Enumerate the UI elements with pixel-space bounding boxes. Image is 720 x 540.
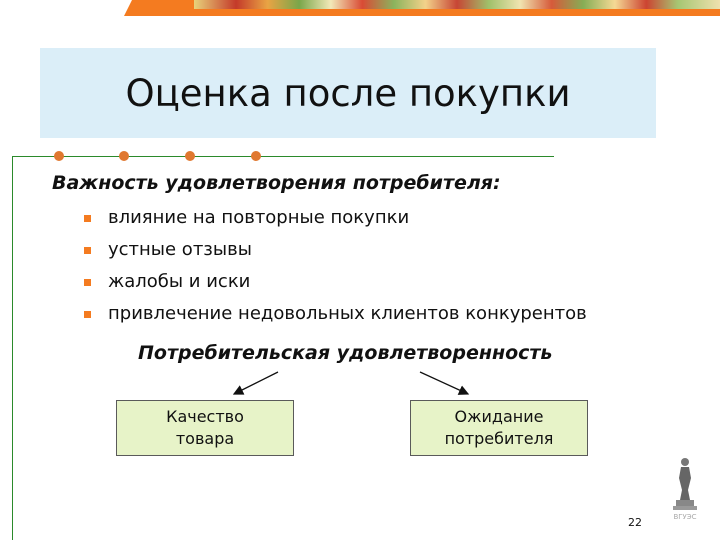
box-line: Ожидание xyxy=(454,407,544,426)
satisfaction-label: Потребительская удовлетворенность xyxy=(138,342,553,364)
box-line: Качество xyxy=(166,407,244,426)
arrow-left xyxy=(234,372,278,394)
bullet-text: жалобы и иски xyxy=(108,271,251,292)
slide-title: Оценка после покупки xyxy=(125,72,571,115)
box-line: товара xyxy=(175,429,235,448)
bullet-text: привлечение недовольных клиентов конкурентов xyxy=(108,303,587,324)
arrow-right xyxy=(420,372,468,394)
expectation-box xyxy=(410,400,588,456)
page-number: 22 xyxy=(628,516,642,529)
bullet-text: устные отзывы xyxy=(108,239,252,260)
statue-logo-icon xyxy=(668,456,702,522)
quality-box xyxy=(116,400,294,456)
slide-subtitle: Важность удовлетворения потребителя: xyxy=(52,172,501,194)
bullet-text: влияние на повторные покупки xyxy=(108,207,410,228)
logo-text: ВГУЭС xyxy=(673,513,697,521)
box-line: потребителя xyxy=(444,429,554,448)
